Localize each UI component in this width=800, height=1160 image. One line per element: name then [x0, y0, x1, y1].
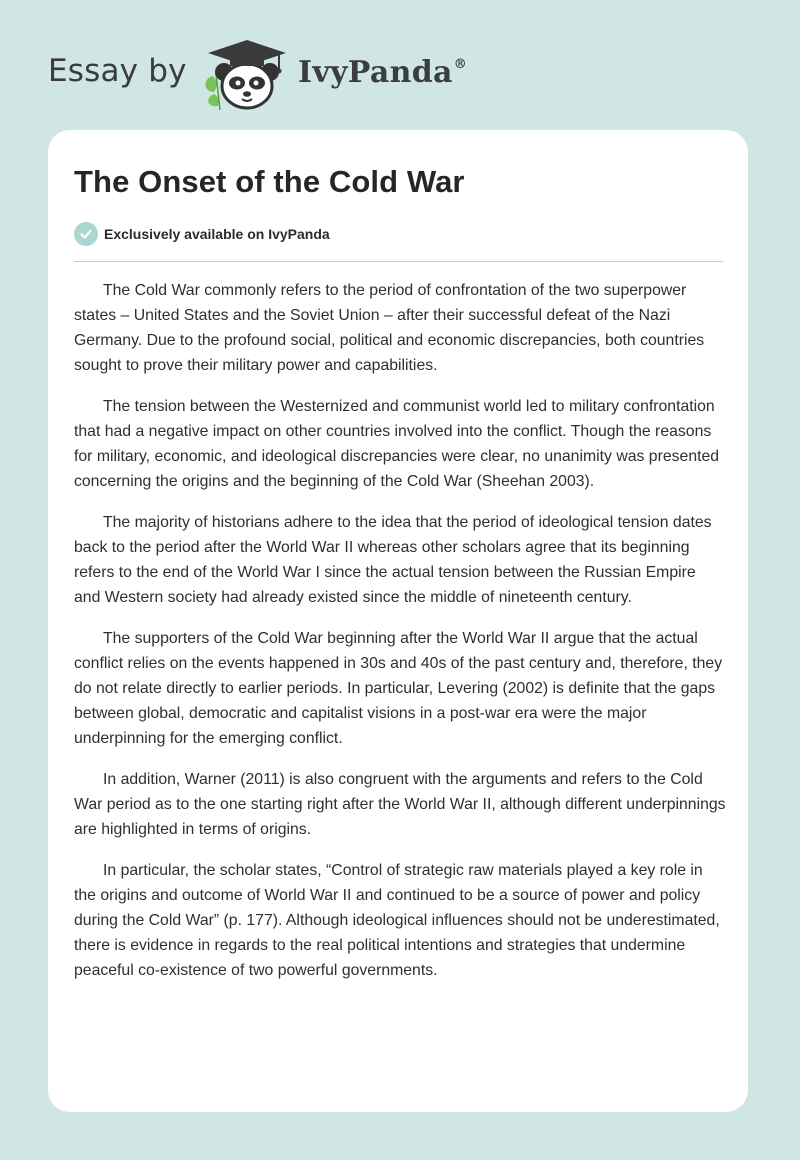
site-header: [48, 36, 508, 112]
panda-logo-icon[interactable]: [200, 36, 288, 112]
paragraph: The tension between the Westernized and communist world led to military confrontation that had a negative impact on other countries involved into the conflict. Though the reasons for military, economic, and ideological discrepancies were clear, no unanimity was presented concerning the origins and the beginning of the Cold War (Sheehan 2003).: [74, 398, 720, 490]
paragraph: In addition, Warner (2011) is also congruent with the arguments and refers to the Cold War period as to the one starting right after the World War II, although different underpinnings are highlighted in terms of origins.: [74, 771, 726, 838]
registered-mark: ®: [453, 57, 468, 72]
ivypanda-wordmark[interactable]: [298, 55, 467, 90]
exclusive-badge-row: [74, 222, 330, 246]
essay-body: [74, 278, 726, 999]
paragraph: The Cold War commonly refers to the period of confrontation of the two superpower states – United States and the Soviet Union – after their successful defeat of the Nazi Germany. Due to the profound social, political and economic discrepancies, both countries sought to prove their military power and capabilities.: [74, 282, 705, 374]
essay-card: [48, 130, 748, 1112]
divider: [74, 261, 723, 262]
exclusive-label: Exclusively available on IvyPanda: [104, 226, 330, 242]
brand-name-text: IvyPanda: [298, 55, 453, 90]
paragraph: In particular, the scholar states, “Control of strategic raw materials played a key role in the origins and outcome of World War II and continued to be a source of power and policy during the Cold War” (p. 177). Although ideological influences should not be underestimated, there is evidence in regards to the real political intentions and strategies that undermine peaceful co-existence of two powerful governments.: [74, 862, 720, 979]
page-title: The Onset of the Cold War: [74, 164, 465, 199]
check-icon: [74, 222, 98, 246]
paragraph: The supporters of the Cold War beginning after the World War II argue that the actual conflict relies on the events happened in 30s and 40s of the past century and, therefore, they do not relate directly to earlier periods. In particular, Levering (2002) is definite that the gaps between global, democratic and capitalist visions in a post-war era were the major underpinning for the emerging conflict.: [74, 630, 723, 747]
paragraph: The majority of historians adhere to the idea that the period of ideological tension dates back to the period after the World War II whereas other scholars agree that its beginning refers to the end of the World War I since the actual tension between the Russian Empire and Western society had already existed since the middle of nineteenth century.: [74, 514, 712, 606]
essay-by-label: Essay by: [48, 53, 187, 89]
